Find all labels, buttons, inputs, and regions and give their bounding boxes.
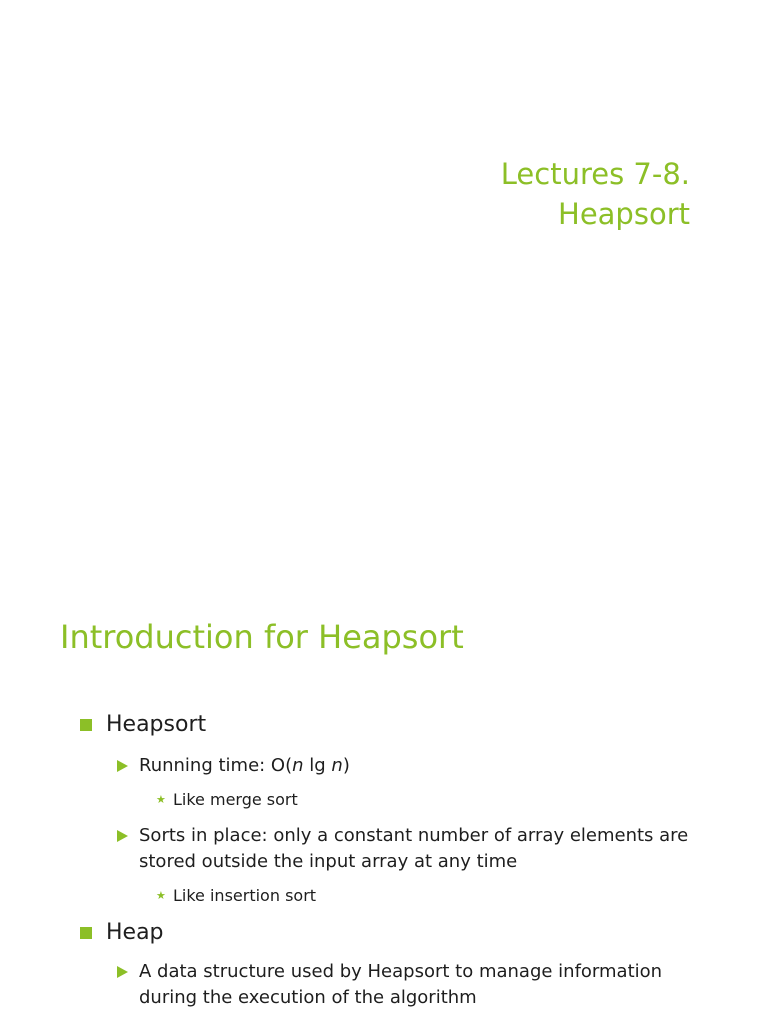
square-bullet-icon [80,719,92,731]
content-slide [0,560,768,1024]
triangle-bullet-icon [117,830,128,842]
title-line-2: Heapsort [558,197,690,231]
star-bullet-icon: ★ [156,793,166,806]
triangle-bullet-icon [117,760,128,772]
triangle-bullet-icon [117,966,128,978]
running-time-prefix: Running time: O( [139,755,293,776]
title-slide-title [501,154,690,234]
running-time-var-2: n [331,755,343,776]
bullet-label: Heapsort [106,712,207,737]
star-bullet-icon: ★ [156,889,166,902]
slide-heading: Introduction for Heapsort [60,618,464,656]
bullet-label: Heap [106,920,164,945]
sorts-in-place-text: Sorts in place: only a constant number of array elements are stored outside the input array at any time [139,825,689,872]
running-time-suffix: ) [342,755,350,776]
running-time-text [139,753,699,779]
running-time-mid: lg [303,755,332,776]
insertion-sort-text: Like insertion sort [173,886,317,905]
square-bullet-icon [80,927,92,939]
running-time-var-1: n [292,755,304,776]
data-structure-text: A data structure used by Heapsort to manage information during the execution of the algorithm [139,961,663,1008]
title-line-1: Lectures 7-8. [500,157,690,191]
merge-sort-text: Like merge sort [173,790,298,809]
